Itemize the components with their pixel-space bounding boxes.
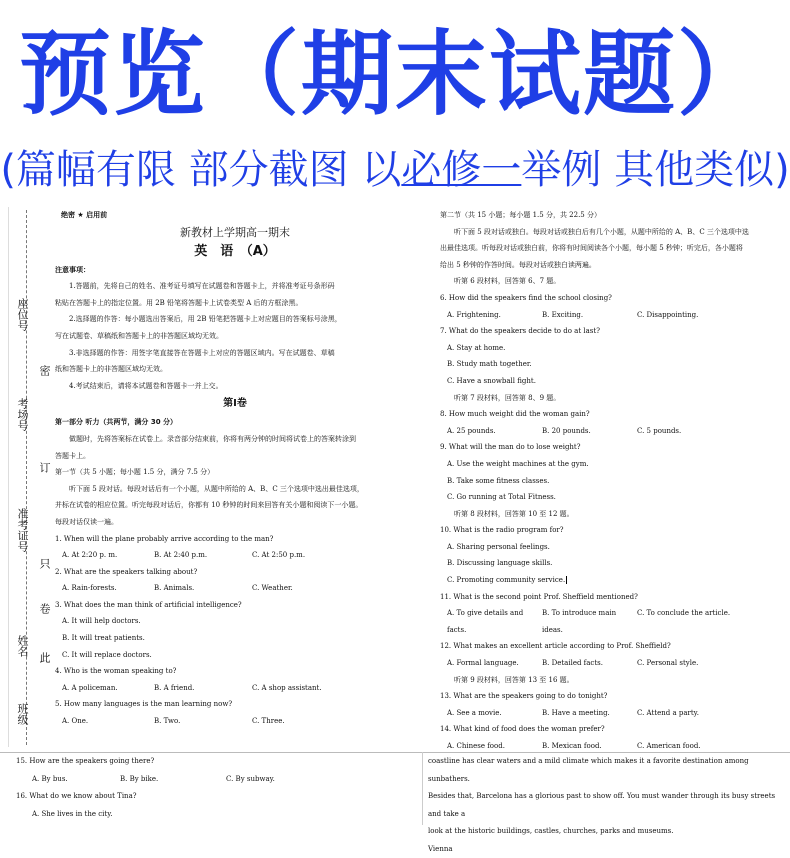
question-options — [440, 655, 780, 672]
binding-dashed-line — [26, 210, 27, 745]
margin-label: 只 — [36, 558, 52, 569]
material-label: 听第 9 段材料，回答第 13 至 16 题。 — [440, 672, 780, 689]
notice-line: 4.考试结束后，请将本试题卷和答题卡一并上交。 — [55, 378, 415, 395]
question-options — [55, 680, 415, 697]
question-options — [55, 580, 415, 597]
material-label: 听第 6 段材料，回答第 6、7 题。 — [440, 273, 780, 290]
option: B. Two. — [154, 713, 252, 730]
material-label: 听第 8 段材料，回答第 10 至 12 题。 — [440, 506, 780, 523]
question-options — [16, 771, 416, 789]
option: C. By subway. — [226, 771, 275, 789]
reading-line: look at the historic buildings, castles, churches, parks and museums. — [428, 823, 780, 841]
option: A. Chinese food. — [447, 738, 542, 755]
question: 12. What makes an excellent article according to Prof. Sheffield? — [440, 638, 780, 655]
secret-label: 绝密 ★ 启用前 — [61, 207, 415, 224]
notice-line: 写在试题卷、草稿纸和答题卡上的非答题区域均无效。 — [55, 328, 415, 345]
subject-title: 英 语 （A） — [55, 242, 415, 262]
margin-label: 订 — [36, 462, 52, 473]
option: B. Study math together. — [440, 356, 780, 373]
notice-line: 粘贴在答题卡上的指定位置。用 2B 铅笔将答题卡上试卷类型 A 后的方框涂黑。 — [55, 295, 415, 312]
question-options — [440, 423, 780, 440]
question-options — [440, 605, 780, 638]
question-options — [440, 705, 780, 722]
margin-label: 密 — [36, 365, 52, 376]
option: A. It will help doctors. — [55, 613, 415, 630]
option-with-cursor — [440, 572, 780, 589]
option: B. Have a meeting. — [542, 705, 637, 722]
column-divider — [422, 752, 423, 825]
option: B. 20 pounds. — [542, 423, 637, 440]
option: A. A policeman. — [62, 680, 154, 697]
option: A. Stay at home. — [440, 340, 780, 357]
margin-label: 准考证号 — [14, 508, 30, 552]
question: 8. How much weight did the woman gain? — [440, 406, 780, 423]
option: A. Formal language. — [447, 655, 542, 672]
sec2-desc: 出最佳选项。听每段对话或独白前，你将有时间阅读各个小题，每小题 5 秒钟；听完后，各小题将 — [440, 240, 780, 257]
option: A. At 2:20 p. m. — [62, 547, 154, 564]
preview-banner — [0, 0, 790, 207]
question: 13. What are the speakers going to do tonight? — [440, 688, 780, 705]
question-options — [55, 713, 415, 730]
part1-desc: 做题时，先将答案标在试卷上。录音部分结束前，你将有两分钟的时间将试卷上的答案转涂到 — [55, 431, 415, 448]
margin-label: 卷 — [36, 603, 52, 614]
volume-title: 第Ⅰ卷 — [55, 394, 415, 414]
question: 7. What do the speakers decide to do at last? — [440, 323, 780, 340]
question: 6. How did the speakers find the school closing? — [440, 290, 780, 307]
option: B. Detailed facts. — [542, 655, 637, 672]
reading-line: Besides that, Barcelona has a glorious past to show off. You must wander through its busy streets and take a — [428, 788, 780, 823]
option: A. 25 pounds. — [447, 423, 542, 440]
subtitle-underlined: 必修一 — [401, 147, 521, 193]
option: C. Three. — [252, 713, 285, 730]
margin-label: 座位号 — [14, 298, 30, 331]
margin-label: 班级 — [14, 703, 30, 725]
option: A. By bus. — [32, 771, 120, 789]
option: B. It will treat patients. — [55, 630, 415, 647]
option: C. A shop assistant. — [252, 680, 322, 697]
right-column — [440, 207, 780, 755]
question: 11. What is the second point Prof. Sheffield mentioned? — [440, 589, 780, 606]
question-options — [440, 307, 780, 324]
subtitle-post: 举例 其他类似) — [521, 147, 789, 193]
option: B. By bike. — [120, 771, 226, 789]
margin-label: 姓名 — [14, 635, 30, 657]
option: C. Personal style. — [637, 655, 698, 672]
option: C. Disappointing. — [637, 307, 698, 324]
question: 1. When will the plane probably arrive according to the man? — [55, 531, 415, 548]
text-cursor — [566, 576, 567, 584]
notice-line: 纸和答题卡上的非答题区域均无效。 — [55, 361, 415, 378]
option: A. Frightening. — [447, 307, 542, 324]
option: C. To conclude the article. — [637, 605, 730, 638]
option: A. Sharing personal feelings. — [440, 539, 780, 556]
notice-line: 1.答题前，先将自己的姓名、准考证号填写在试题卷和答题卡上，并将准考证号条形码 — [55, 278, 415, 295]
notice-line: 2.选择题的作答：每小题选出答案后，用 2B 铅笔把答题卡上对应题目的答案标号涂黑， — [55, 311, 415, 328]
margin-label: 此 — [36, 652, 52, 663]
question: 16. What do we know about Tina? — [16, 788, 416, 806]
option: C. Have a snowball fight. — [440, 373, 780, 390]
banner-title: 预览（期末试题） — [0, 20, 790, 130]
notice-line: 3.非选择题的作答：用签字笔直接答在答题卡上对应的答题区域内。写在试题卷、草稿 — [55, 345, 415, 362]
reading-line: Vienna — [428, 841, 780, 858]
option: B. Take some fitness classes. — [440, 473, 780, 490]
option: B. Animals. — [154, 580, 252, 597]
option: A. Rain-forests. — [62, 580, 154, 597]
option: C. American food. — [637, 738, 701, 755]
question: 9. What will the man do to lose weight? — [440, 439, 780, 456]
option: B. To introduce main ideas. — [542, 605, 637, 638]
question: 4. Who is the woman speaking to? — [55, 663, 415, 680]
exam-title: 新教材上学期高一期末 — [55, 224, 415, 242]
option: A. Use the weight machines at the gym. — [440, 456, 780, 473]
option: A. She lives in the city. — [16, 806, 416, 824]
bottom-left-column — [16, 753, 416, 823]
option: C. At 2:50 p.m. — [252, 547, 305, 564]
notice-title: 注意事项： — [55, 262, 415, 279]
option: B. A friend. — [154, 680, 252, 697]
option: C. Weather. — [252, 580, 293, 597]
question: 15. How are the speakers going there? — [16, 753, 416, 771]
part1-title: 第一部分 听力（共两节，满分 30 分） — [55, 414, 415, 431]
question: 14. What kind of food does the woman prefer? — [440, 721, 780, 738]
sec1-desc: 听下面 5 段对话。每段对话后有一个小题，从题中所给的 A、B、C 三个选项中选出最佳选项， — [55, 481, 415, 498]
question: 10. What is the radio program for? — [440, 522, 780, 539]
bottom-right-column — [428, 753, 780, 858]
option: A. One. — [62, 713, 154, 730]
option: C. Go running at Total Fitness. — [440, 489, 780, 506]
sec1-desc: 每段对话仅读一遍。 — [55, 514, 415, 531]
question: 5. How many languages is the man learning now? — [55, 696, 415, 713]
sec1-desc: 并标在试卷的相应位置。听完每段对话后，你都有 10 秒钟的时间来回答有关小题和阅读下一小题。 — [55, 497, 415, 514]
banner-subtitle — [0, 145, 790, 195]
option: B. At 2:40 p.m. — [154, 547, 252, 564]
subtitle-pre: (篇幅有限 部分截图 以 — [0, 147, 401, 193]
option: C. Attend a party. — [637, 705, 699, 722]
margin-label: 考场号 — [14, 398, 30, 431]
option: B. Mexican food. — [542, 738, 637, 755]
question: 2. What are the speakers talking about? — [55, 564, 415, 581]
option: A. See a movie. — [447, 705, 542, 722]
option: C. It will replace doctors. — [55, 647, 415, 664]
option: B. Exciting. — [542, 307, 637, 324]
sec2-desc: 给出 5 秒钟的作答时间。每段对话或独白读两遍。 — [440, 257, 780, 274]
left-column — [55, 207, 415, 730]
reading-line: coastline has clear waters and a mild climate which makes it a favorite destination among sunbathers. — [428, 753, 780, 788]
question-options — [55, 547, 415, 564]
option: B. Discussing language skills. — [440, 555, 780, 572]
option: C. 5 pounds. — [637, 423, 681, 440]
option: C. Promoting community service. — [447, 576, 565, 584]
part1-desc: 答题卡上。 — [55, 448, 415, 465]
question: 3. What does the man think of artificial intelligence? — [55, 597, 415, 614]
sec2-desc: 听下面 5 段对话或独白。每段对话或独白后有几个小题，从题中所给的 A、B、C 三个选项中选 — [440, 224, 780, 241]
sec1-title: 第一节（共 5 小题；每小题 1.5 分，满分 7.5 分） — [55, 464, 415, 481]
material-label: 听第 7 段材料，回答第 8、9 题。 — [440, 390, 780, 407]
option: A. To give details and facts. — [447, 605, 542, 638]
sec2-title: 第二节（共 15 小题；每小题 1.5 分，共 22.5 分） — [440, 207, 780, 224]
